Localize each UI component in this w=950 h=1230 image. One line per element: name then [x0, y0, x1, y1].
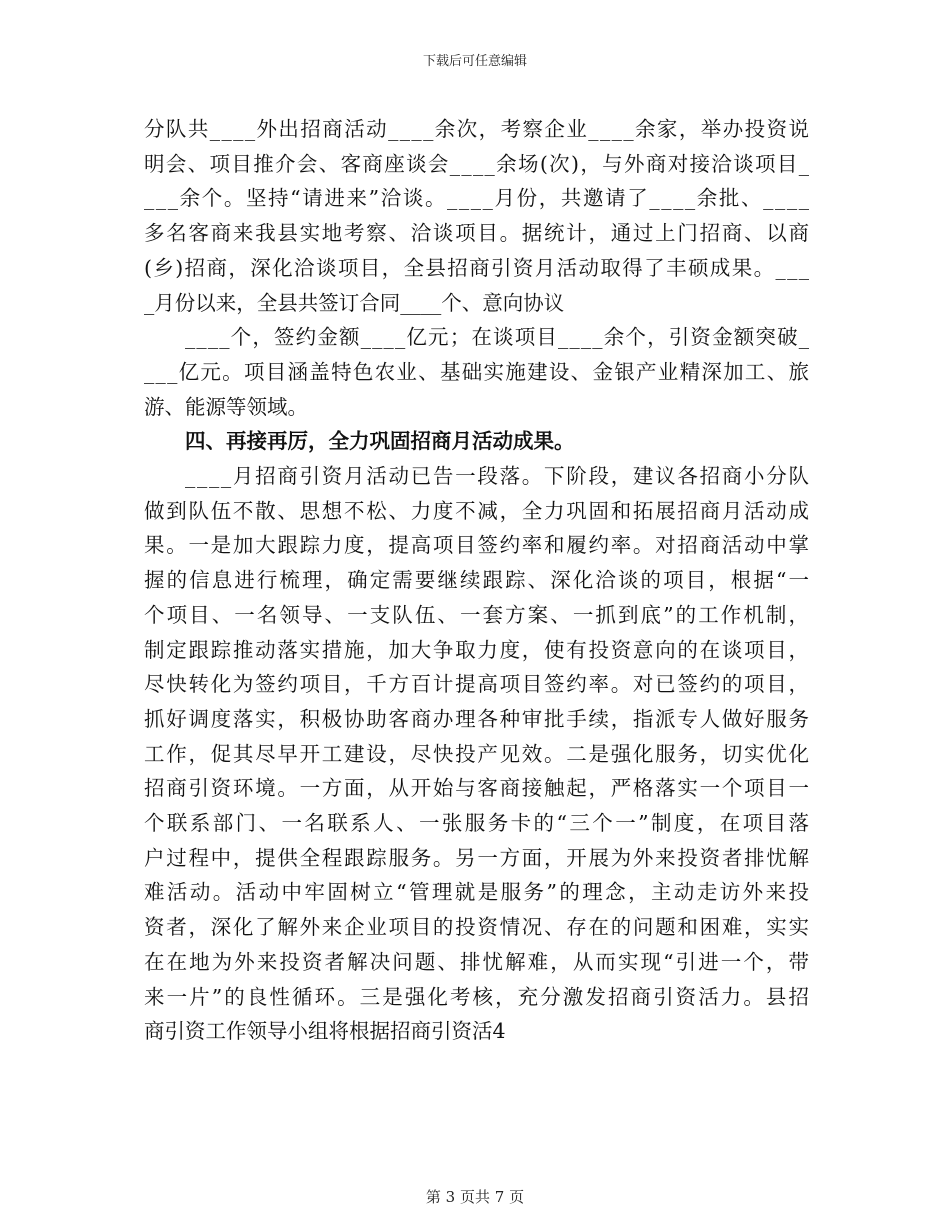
- page-number: 第 3 页共 7 页: [425, 1188, 525, 1206]
- text-line: 难活动。活动中牢固树立“管理就是服务”的理念，主动走访外来投: [144, 880, 812, 905]
- text-line: _月份以来，全县共签订合同____个、意向协议: [144, 290, 565, 315]
- document-body: [144, 112, 812, 1049]
- text-line: 来一片”的良性循环。三是强化考核，充分激发招商引资活力。县招: [144, 984, 812, 1009]
- text-line: 多名客商来我县实地考察、洽谈项目。据统计，通过上门招商、以商: [144, 221, 811, 246]
- text-line: 在在地为外来投资者解决问题、排忧解难，从而实现“引进一个，带: [144, 949, 812, 974]
- text-line: ____个，签约金额____亿元；在谈项目____余个，引资金额突破_: [185, 325, 811, 350]
- text-line: 尽快转化为签约项目，千方百计提高项目签约率。对已签约的项目，: [144, 672, 811, 697]
- text-line: 分队共____外出招商活动____余次，考察企业____余家，举办投资说: [144, 117, 811, 141]
- text-line: 工作，促其尽早开工建设，尽快投产见效。二是强化服务，切实优化: [144, 741, 811, 766]
- text-line: ___亿元。项目涵盖特色农业、基础实施建设、金银产业精深加工、旅: [144, 359, 811, 384]
- text-line: 资者，深化了解外来企业项目的投资情况、存在的问题和困难，实实: [144, 915, 811, 940]
- section-heading: 四、再接再厉，全力巩固招商月活动成果。: [185, 429, 575, 454]
- text-line: 抓好调度落实，积极协助客商办理各种审批手续，指派专人做好服务: [144, 706, 811, 731]
- paragraph-2: [144, 320, 809, 424]
- text-line: ____月招商引资月活动已告一段落。下阶段，建议各招商小分队: [185, 464, 811, 489]
- text-line: (乡)招商，深化洽谈项目，全县招商引资月活动取得了丰硕成果。___: [144, 255, 811, 280]
- text-line: 个联系部门、一名联系人、一张服务卡的“三个一”制度，在项目落: [144, 811, 812, 836]
- text-line: 招商引资环境。一方面，从开始与客商接触起，严格落实一个项目一: [144, 776, 811, 801]
- page-header: 下载后可任意编辑: [422, 54, 527, 69]
- paragraph-3: [144, 459, 812, 1049]
- text-line: 明会、项目推介会、客商座谈会____余场(次)，与外商对接洽谈项目_: [144, 151, 811, 176]
- text-line: 个项目、一名领导、一支队伍、一套方案、一抓到底”的工作机制，: [144, 602, 812, 627]
- paragraph-1: [144, 112, 809, 320]
- text-line: 商引资工作领导小组将根据招商引资活4: [144, 1019, 506, 1044]
- text-line: 制定跟踪推动落实措施，加大争取力度，使有投资意向的在谈项目，: [144, 637, 811, 662]
- text-line: 果。一是加大跟踪力度，提高项目签约率和履约率。对招商活动中掌: [144, 533, 811, 558]
- text-line: 做到队伍不散、思想不松、力度不减，全力巩固和拓展招商月活动成: [144, 498, 811, 523]
- text-line: ___余个。坚持“请进来”洽谈。____月份，共邀请了____余批、____: [144, 186, 811, 211]
- text-line: 游、能源等领域。: [144, 394, 308, 419]
- text-line: 握的信息进行梳理，确定需要继续跟踪、深化洽谈的项目，根据“一: [144, 568, 812, 593]
- text-line: 户过程中，提供全程跟踪服务。另一方面，开展为外来投资者排忧解: [144, 845, 811, 870]
